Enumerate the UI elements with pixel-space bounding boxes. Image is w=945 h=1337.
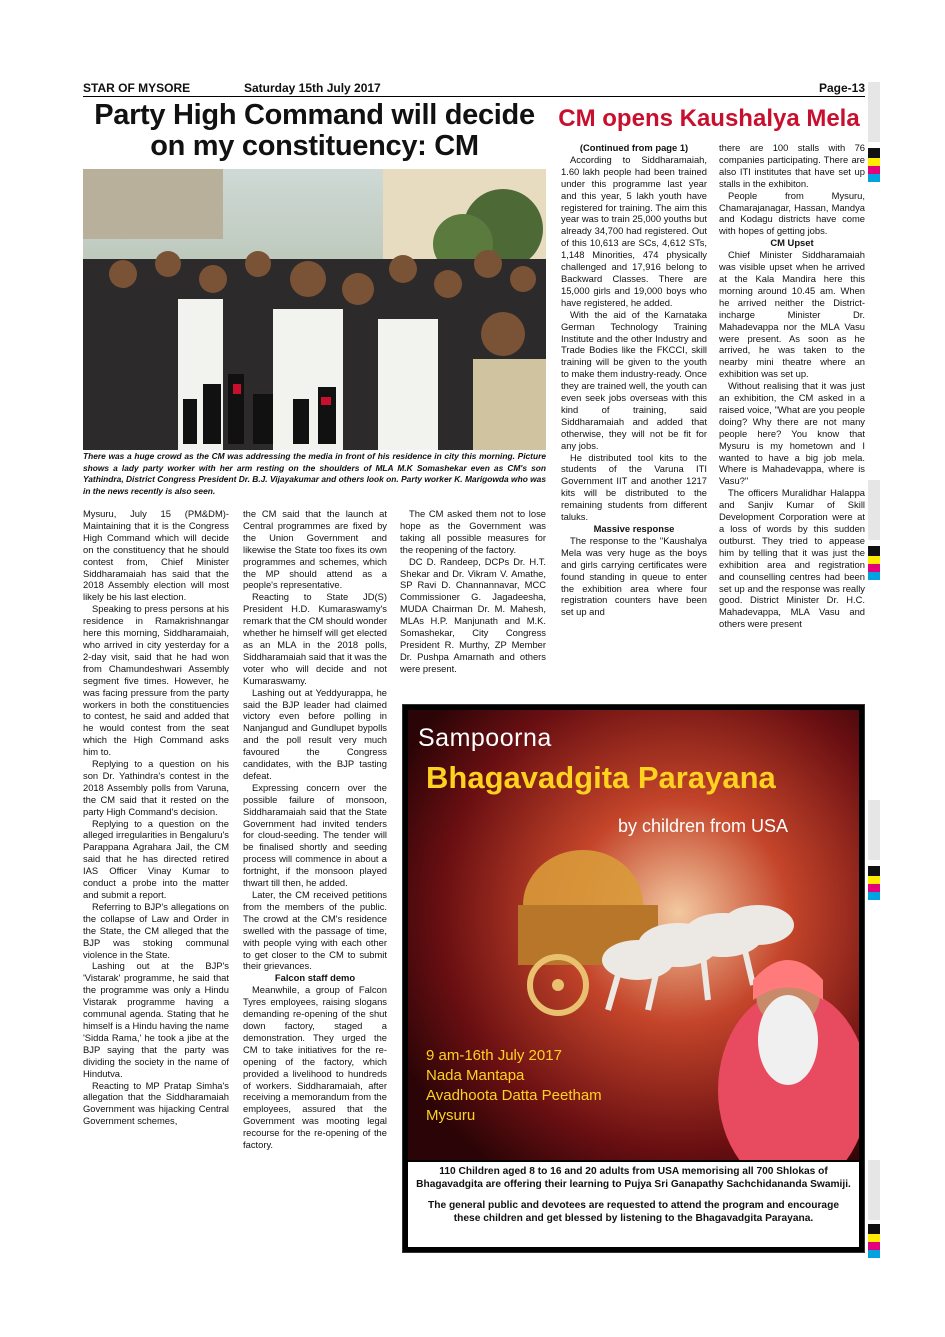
margin-strip [868, 1160, 880, 1220]
main-story-column-3 [400, 508, 546, 675]
paragraph: Meanwhile, a group of Falcon Tyres employees, raising slogans demanding re-opening of the shut down factory, staged a demonstration. They urged the CM to take initiatives for the re-opening of the factory, which provided a livelihood to hundreds of workers. Siddharamaiah, after receiving a memorandum from the employees, assured that the Government was mooting legal recourse for the re-opening of the factory. [243, 984, 387, 1151]
page-number: Page-13 [818, 81, 865, 95]
press-photo [83, 169, 546, 450]
registration-cyan [868, 1250, 880, 1258]
registration-cyan [868, 572, 880, 580]
ad-footer-line-2: The general public and devotees are requested to attend the program and encourage these children and get blessed by listening to the Bhagavadgita Parayana. [428, 1200, 839, 1224]
paragraph: Without realising that it was just an exhibition, the CM asked in a raised voice, "What are you people doing? Why there are not many people here? You know that Mysuru is my hometown and I wanted to have a big job mela. Where is Mahadevappa, where is Vasu?" [719, 380, 865, 487]
registration-black [868, 1224, 880, 1234]
subhead-cm-upset: CM Upset [770, 237, 814, 249]
continued-label: (Continued from page 1) [579, 142, 689, 153]
paragraph: Expressing concern over the possible failure of monsoon, Siddharamaiah said that the State Government had invited tenders for cloud-seeding. The tender will be finalised shortly and seeding process will commence in about a fortnight, if the monsoon played thwart till then, he added. [243, 781, 387, 889]
paragraph: Lashing out at the BJP's 'Vistarak' programme, he said that the programme was only a Hindu Vistarak programme having a communal agenda. Stating that he himself is a Hindu having the name 'Sidda Rama,' he took a jibe at the BJP saying that the party was dividing the society in the name of Hindutva. [83, 960, 229, 1079]
main-story-column-1 [83, 508, 229, 1127]
side-story-column-2 [719, 142, 865, 630]
paragraph: According to Siddharamaiah, 1.60 lakh people had been trained under this programme last year and this year, 5 lakh youth have registered for training. The aim this year was to train 25,000 youths but already 34,700 had registered. Out of this 10,613 are SCs, 4,612 STs, 1,148 Minorities, 474 physically challenged and 17,916 belong to Backward Classes. There are 15,000 girls and 19,000 boys who have registered, he added. [561, 153, 707, 308]
paragraph: Mysuru, July 15 (PM&DM)- Maintaining that it is the Congress High Command which will decide on the constituency that he should contest from, Chief Minister Siddharamaiah has said that the 2018 Assembly election will most likely be his last election. [83, 508, 229, 603]
registration-black [868, 866, 880, 876]
registration-yellow [868, 556, 880, 564]
ad-subtitle: by children from USA [618, 816, 789, 836]
ad-event-details [426, 1046, 602, 1126]
ad-title-bhagavadgita: Bhagavadgita Parayana [426, 760, 776, 795]
side-story-column-1 [561, 142, 707, 618]
paragraph: Replying to a question on his son Dr. Yathindra's contest in the 2018 Assembly polls from Varuna, the CM said that it rested on the party High Command's decision. [83, 758, 229, 817]
ad-footer [408, 1162, 859, 1247]
margin-strip [868, 800, 880, 860]
margin-strip [868, 82, 880, 142]
registration-black [868, 148, 880, 158]
margin-strip [868, 480, 880, 540]
header-rule [83, 96, 865, 97]
paper-name: STAR OF MYSORE [83, 81, 191, 95]
registration-cyan [868, 892, 880, 900]
registration-cyan [868, 174, 880, 182]
registration-yellow [868, 158, 880, 166]
ad-venue-2: Avadhoota Datta Peetham [426, 1087, 602, 1104]
registration-magenta [868, 166, 880, 174]
ad-city: Mysuru [426, 1107, 476, 1124]
paragraph: DC D. Randeep, DCPs Dr. H.T. Shekar and Dr. Vikram V. Amathe, SP Ravi D. Channannavar, MCC Commissioner G. Jagadeesha, MUDA Chairman Dr. M. Mahesh, MLAs H.P. Manjunath and M.K. Somashekar, City Congress President R. Murthy, ZP Member Dr. Pushpa Amarnath and others were present. [400, 555, 546, 674]
registration-yellow [868, 876, 880, 884]
paragraph: The CM asked them not to lose hope as the Government was taking all possible measures for the reopening of the factory. [400, 508, 546, 555]
photo-caption: There was a huge crowd as the CM was addressing the media in front of his residence in city this morning. Picture shows a lady party worker with her arm resting on the shoulders of MLA M.K Somashekar even as CM's son Yathindra, District Congress President Dr. B.J. Vijayakumar and others look on. Party worker K. Marigowda who was in the news recently is also seen. [83, 451, 546, 496]
paragraph: Reacting to MP Pratap Simha's allegation that the Siddharamaiah Government was hijacking Central Government schemes, [83, 1079, 229, 1127]
side-headline: CM opens Kaushalya Mela [558, 105, 860, 132]
paragraph: there are 100 stalls with 76 companies participating. There are also ITI institutes that have set up stalls in the exhibiton. [719, 142, 865, 189]
registration-yellow [868, 1234, 880, 1242]
registration-magenta [868, 1242, 880, 1250]
paragraph: With the aid of the Karnataka German Technology Training Institute and the other Industry and Trade Bodies like the FKCCI, skill training will be given to the youth to make them industry-ready. Once they are trained well, the youth can even seek jobs overseas with this kind of training, said Siddharamaiah and added that otherwise, they will not be fit for any jobs. [561, 308, 707, 451]
subhead-falcon: Falcon staff demo [274, 972, 356, 984]
paragraph: Replying to a question on the alleged irregularities in Bengaluru's Parappana Agrahara Jail, the CM said that he has directed retired IAS Officer Vinay Kumar to conduct a probe into the matter and submit a report. [83, 817, 229, 900]
paragraph: Referring to BJP's allegations on the collapse of Law and Order in the State, the CM alleged that the BJP was stoking communal violence in the State. [83, 900, 229, 960]
issue-date: Saturday 15th July 2017 [244, 81, 381, 95]
main-headline: Party High Command will decide on my constituency: CM [94, 99, 535, 162]
paragraph: the CM said that the launch at Central programmes are fixed by the Union Government and likewise the State too fixes its own programmes and schemes, which the MP should attend as a people's representative. [243, 508, 387, 591]
paragraph: The response to the "Kaushalya Mela was very huge as the boys and girls carrying certificates were found standing in queue to enter the exhibition area where four registration counters have been set up and [561, 534, 707, 618]
ad-footer-line-1: 110 Children aged 8 to 16 and 20 adults from USA memorising all 700 Shlokas of Bhagavadgita are offering their learning to Pujya Sri Ganapathy Sachchidananda Swamiji. [416, 1166, 851, 1190]
paragraph: Speaking to press persons at his residence in Ramakrishnangar here this morning, Siddharamaiah, who arrived in city yesterday for a 2-day visit, said that he had won from Chamundeshwari Assembly segment five times. However, he was facing pressure from the party workers in both the constituencies to contest, he said and added that he would contest from the seat which the High Command asks him to. [83, 603, 229, 758]
paragraph: Reacting to State JD(S) President H.D. Kumaraswamy's remark that the CM should wonder whether he himself will get elected as an MLA in the 2018 polls, Siddharamaiah said that it was the voter who will decide and not Kumaraswamy. [243, 591, 387, 686]
paragraph: He distributed tool kits to the students of the Varuna ITI Government IIT and another 1217 kits will be distributed to the remaining students from different taluks. [561, 451, 707, 523]
paragraph: People from Mysuru, Chamarajanagar, Hassan, Mandya and Kodagu districts have come with hopes of getting jobs. [719, 189, 865, 237]
paragraph: Lashing out at Yeddyurappa, he said the BJP leader had claimed victory even before polling in Nanjangud and Gundlupet bypolls and the poll result very much favoured the Congress candidates, with the BJP tasting defeat. [243, 686, 387, 781]
paragraph: Later, the CM received petitions from the members of the public. The crowd at the CM's residence swelled with the passage of time, with people vying with each other to get closer to the CM to submit their grievances. [243, 889, 387, 972]
ad-title-sampoorna: Sampoorna [418, 724, 552, 752]
paragraph: The officers Muralidhar Halappa and Sanjiv Kumar of Skill Development Corporation were at a loss of words by this sudden outburst. They tried to appease him by telling that it was just the exhibition area and registration and counselling centres had been set up and the response was really good. District Minister Dr. H.C. Mahadevappa, MLA Vasu and others were present [719, 487, 865, 630]
main-story-column-2 [243, 508, 387, 1151]
paragraph: Chief Minister Siddharamaiah was visible upset when he arrived at the Kala Mandira here this morning around 10.45 am. When he arrived neither the District-incharge Minister Dr. Mahadevappa nor the MLA Vasu were present. As soon as he arrived, he was taken to the nearby mini theatre where an exhibition was set up. [719, 249, 865, 380]
subhead-massive-response: Massive response [593, 523, 675, 534]
registration-black [868, 546, 880, 556]
ad-banner [408, 710, 859, 1160]
ad-date: 9 am-16th July 2017 [426, 1047, 562, 1064]
registration-magenta [868, 564, 880, 572]
crowd-photo-illustration [83, 169, 546, 450]
ad-venue: Nada Mantapa [426, 1067, 525, 1084]
registration-magenta [868, 884, 880, 892]
